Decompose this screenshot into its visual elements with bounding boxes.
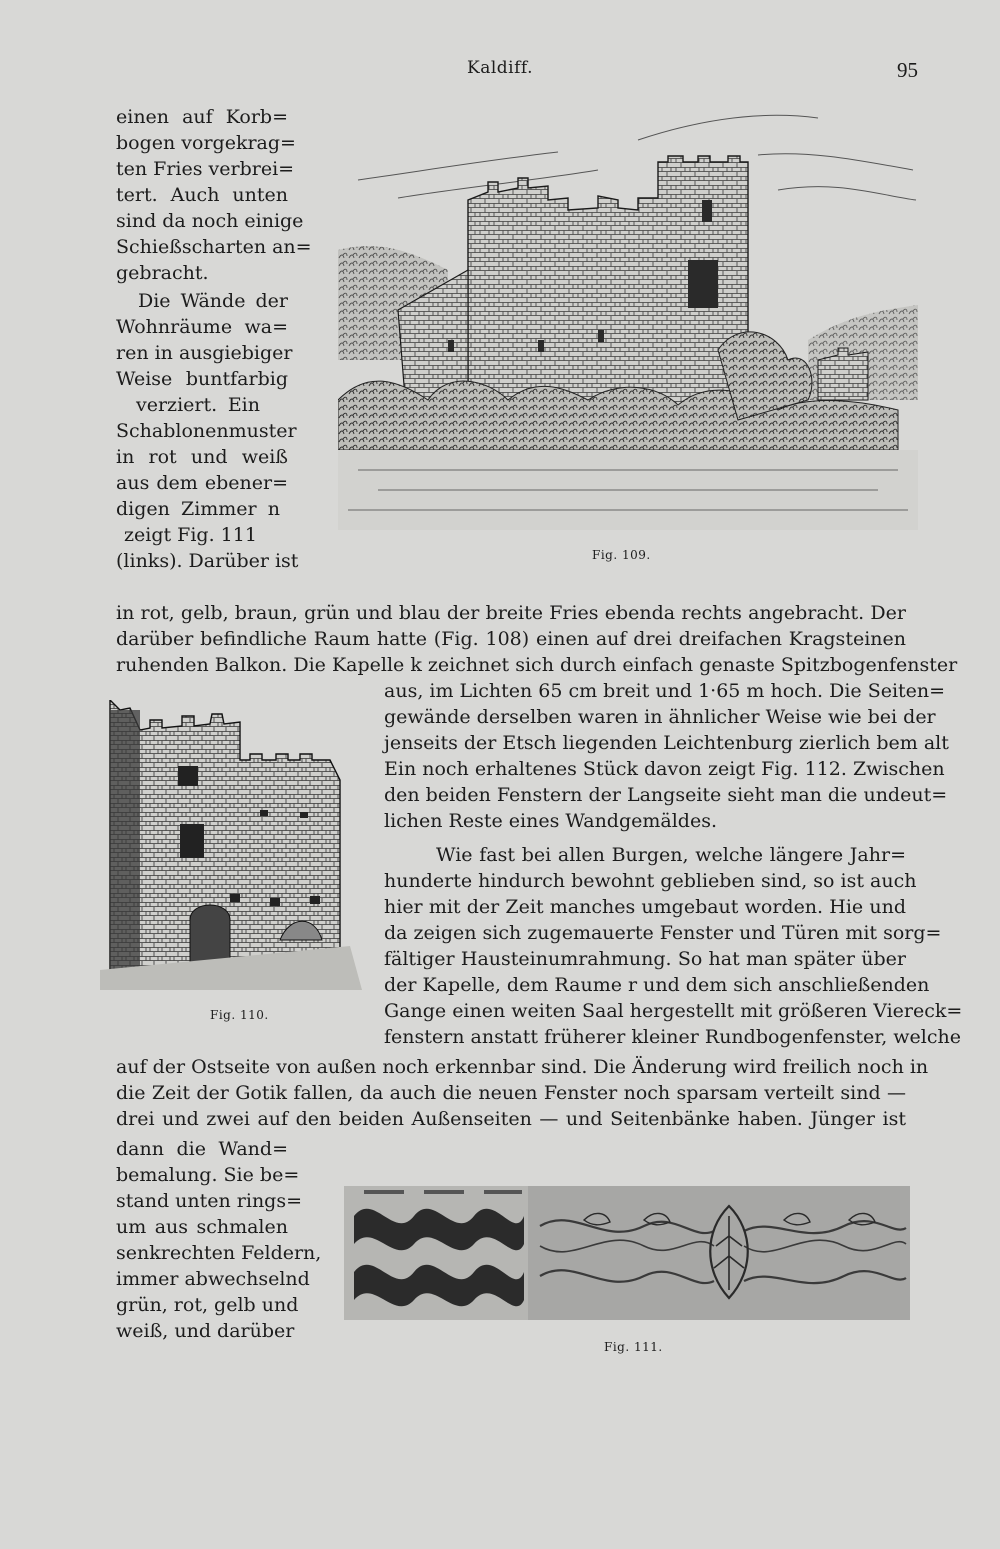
text-line: Die Wände der [138, 290, 288, 312]
figure-109-caption: Fig. 109. [592, 548, 651, 562]
text-line: ten Fries verbrei= [116, 158, 295, 180]
text-line: grün, rot, gelb und [116, 1294, 299, 1316]
text-line: Wohnräume wa= [116, 316, 288, 338]
text-line: um aus schmalen [116, 1216, 288, 1238]
text-line: hier mit der Zeit manches umgebaut worden. Hie und [384, 896, 906, 918]
text-line: gewände derselben waren in ähnlicher Weise wie bei der [384, 706, 936, 728]
text-line: dann die Wand= [116, 1138, 288, 1160]
text-line: ren in ausgiebiger [116, 342, 293, 364]
text-line: senkrechten Feldern, [116, 1242, 322, 1264]
text-line: bemalung. Sie be= [116, 1164, 300, 1186]
text-line: einen auf Korb= [116, 106, 288, 128]
text-line: hunderte hindurch bewohnt geblieben sind, so ist auch [384, 870, 917, 892]
text-line: aus, im Lichten 65 cm breit und 1·65 m hoch. Die Seiten= [384, 680, 946, 702]
text-line: ruhenden Balkon. Die Kapelle k zeichnet sich durch einfach genaste Spitzbogenfenster [116, 654, 958, 676]
text-line: lichen Reste eines Wandgemäldes. [384, 810, 717, 832]
figure-111-caption: Fig. 111. [604, 1340, 663, 1354]
text-line: gebracht. [116, 262, 209, 284]
text-line: Gange einen weiten Saal hergestellt mit größeren Viereck= [384, 1000, 963, 1022]
text-line: jenseits der Etsch liegenden Leichtenburg zierlich bem alt [384, 732, 949, 754]
text-line: stand unten rings= [116, 1190, 303, 1212]
figure-109 [338, 100, 918, 530]
text-line: fältiger Hausteinumrahmung. So hat man später über [384, 948, 906, 970]
text-line: (links). Darüber ist [116, 550, 299, 572]
text-line: Schießscharten an= [116, 236, 312, 258]
text-line: immer abwechselnd [116, 1268, 310, 1290]
text-line: sind da noch einige [116, 210, 304, 232]
text-line: zeigt Fig. 111 [124, 524, 257, 546]
text-line: fenstern anstatt früherer kleiner Rundbogenfenster, welche [384, 1026, 961, 1048]
text-line: tert. Auch unten [116, 184, 288, 206]
text-line: bogen vorgekrag= [116, 132, 296, 154]
text-line: da zeigen sich zugemauerte Fenster und Türen mit sorg= [384, 922, 942, 944]
text-line: den beiden Fenstern der Langseite sieht man die undeut= [384, 784, 948, 806]
text-line: aus dem ebener= [116, 472, 288, 494]
text-line: Ein noch erhaltenes Stück davon zeigt Fig. 112. Zwischen [384, 758, 945, 780]
text-line: Wie fast bei allen Burgen, welche längere Jahr= [436, 844, 906, 866]
text-line: darüber befindliche Raum hatte (Fig. 108) einen auf drei dreifachen Kragsteinen [116, 628, 906, 650]
castle-ruin-drawing [338, 100, 918, 530]
text-line: die Zeit der Gotik fallen, da auch die neuen Fenster noch sparsam verteilt sind — [116, 1082, 906, 1104]
text-line: Schablonenmuster [116, 420, 297, 442]
text-line: Weise buntfarbig [116, 368, 288, 390]
text-line: drei und zwei auf den beiden Außenseiten — und Seitenbänke haben. Jünger ist [116, 1108, 906, 1130]
text-line: weiß, und darüber [116, 1320, 295, 1342]
text-line: auf der Ostseite von außen noch erkennbar sind. Die Änderung wird freilich noch in [116, 1056, 929, 1078]
wall-fragment-drawing [100, 700, 362, 990]
text-line: in rot und weiß [116, 446, 288, 468]
frieze-ornament [344, 1186, 910, 1320]
page-number: 95 [897, 58, 918, 82]
text-line: digen Zimmer n [116, 498, 280, 520]
text-line: in rot, gelb, braun, grün und blau der breite Fries ebenda rechts angebracht. Der [116, 602, 906, 624]
figure-110-caption: Fig. 110. [210, 1008, 269, 1022]
text-line: verziert. Ein [136, 394, 260, 416]
figure-110 [100, 700, 362, 990]
figure-111 [344, 1186, 910, 1320]
text-line: der Kapelle, dem Raume r und dem sich anschließenden [384, 974, 930, 996]
running-title: Kaldiff. [467, 58, 533, 78]
